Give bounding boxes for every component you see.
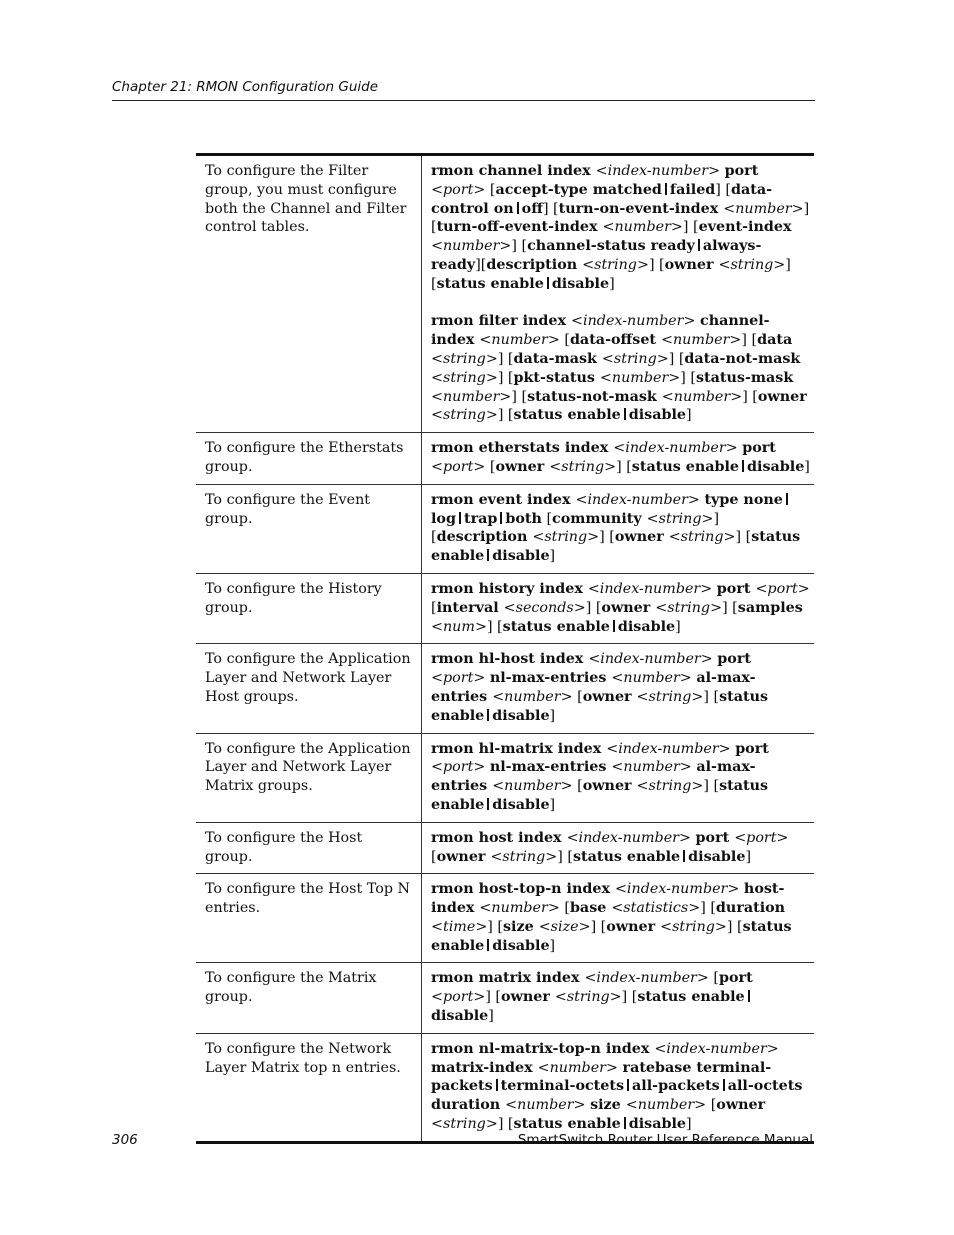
pipe-separator (683, 850, 685, 862)
syntax-text: ] [ (590, 918, 607, 935)
syntax-text: ] (549, 707, 556, 724)
pipe-separator (517, 202, 519, 214)
keyword: nl-max-entries (489, 670, 612, 687)
syntax-text: ] (549, 796, 556, 813)
keyword: status enable (436, 275, 544, 292)
syntax-text: [ (485, 181, 496, 198)
keyword: description (486, 256, 583, 273)
keyword: terminal-octets (500, 1078, 625, 1095)
keyword: al-max-entries (431, 670, 756, 705)
task-description: To configure the Application Layer and Network Layer Matrix groups. (196, 733, 422, 822)
syntax-text: [ (572, 778, 583, 795)
manual-title: SmartSwitch Router User Reference Manual (517, 1132, 813, 1148)
page-number: 306 (112, 1132, 138, 1148)
parameter: <port> (431, 458, 486, 475)
syntax-text: ] [ (431, 510, 720, 546)
syntax-text: ] [ (485, 989, 502, 1006)
keyword: both (505, 510, 542, 527)
parameter: <string> (431, 369, 498, 386)
table-row (196, 874, 814, 963)
keyword: trap (463, 510, 498, 527)
keyword: status enable (502, 618, 610, 635)
parameter: <seconds> (503, 599, 586, 616)
table-row (196, 433, 814, 485)
syntax-text: ] [ (703, 778, 720, 795)
syntax-text: ] [ (741, 332, 758, 349)
syntax-text: ] (549, 548, 556, 565)
task-description: To configure the Host group. (196, 822, 422, 874)
syntax-text: ] (488, 1008, 494, 1025)
table-row (196, 573, 814, 643)
keyword: disable (431, 1008, 489, 1025)
syntax-text: [ (431, 599, 437, 616)
keyword: rmon host-top-n index (431, 881, 615, 898)
keyword: rmon matrix index (431, 970, 585, 987)
command-syntax (422, 822, 815, 874)
keyword: port (719, 970, 753, 987)
syntax-text: ] [ (742, 388, 758, 405)
parameter: <index-number> (575, 491, 700, 508)
keyword: failed (669, 181, 716, 198)
pipe-separator (627, 1079, 629, 1091)
keyword: status enable (513, 407, 621, 424)
pipe-separator (723, 1079, 725, 1091)
task-description: To configure the Host Top N entries. (196, 874, 422, 963)
keyword: rmon history index (431, 580, 588, 597)
syntax-text: ] [ (497, 1116, 514, 1133)
keyword: status-mask (696, 369, 794, 386)
pipe-separator (500, 512, 502, 524)
command-syntax (422, 644, 815, 733)
parameter: <port> (431, 989, 486, 1006)
pipe-separator (624, 1117, 626, 1129)
pipe-separator (547, 277, 549, 289)
keyword: matrix-index (431, 1059, 538, 1076)
parameter: <index-number> (654, 1040, 779, 1057)
parameter: <string> (636, 778, 704, 795)
syntax-text: ] [ (511, 238, 528, 255)
parameter: <port> (734, 829, 789, 846)
keyword: base (569, 900, 612, 917)
syntax-text: ] [ (497, 350, 514, 367)
parameter: <string> (532, 529, 600, 546)
syntax-text: ] [ (700, 900, 716, 917)
table-row (196, 963, 814, 1033)
keyword: port (716, 580, 756, 597)
syntax-text: ] [ (431, 256, 791, 292)
task-description: To configure the Network Layer Matrix top n entries. (196, 1033, 422, 1142)
keyword: disable (747, 458, 805, 475)
parameter: <number> (431, 388, 512, 405)
pipe-separator (742, 460, 744, 472)
keyword: owner (501, 989, 555, 1006)
keyword: rmon channel index (431, 163, 596, 179)
pipe-separator (613, 620, 615, 632)
pipe-separator (487, 939, 489, 951)
syntax-text: ] [ (585, 599, 602, 616)
parameter: <number> (661, 332, 742, 349)
parameter: <number> (611, 670, 692, 687)
parameter: <string> (601, 350, 669, 367)
syntax-text: [ (541, 510, 553, 527)
syntax-text: ] [ (726, 918, 743, 935)
parameter: <number> (602, 219, 683, 236)
keyword: owner (582, 778, 637, 795)
syntax-text: [ (708, 970, 719, 987)
keyword: event-index (698, 219, 792, 236)
parameter: <num> (431, 618, 487, 635)
keyword: data (757, 332, 793, 349)
command-syntax (422, 484, 815, 573)
keyword: ratebase terminal-packets (431, 1059, 772, 1095)
keyword: disable (628, 1116, 687, 1133)
command-paragraph (431, 312, 810, 425)
syntax-text: ] (609, 275, 615, 292)
parameter: <number> (661, 388, 743, 405)
parameter: <string> (549, 458, 617, 475)
keyword: size (590, 1097, 626, 1114)
table-row (196, 733, 814, 822)
syntax-text: ] [ (621, 989, 638, 1006)
keyword: accept-type matched (495, 181, 662, 198)
command-paragraph (431, 162, 810, 294)
syntax-text: ] [ (542, 200, 559, 217)
keyword: rmon hl-matrix index (431, 740, 607, 757)
keyword: rmon etherstats index (431, 440, 614, 457)
keyword: size (503, 918, 539, 935)
keyword: disable (628, 407, 687, 424)
keyword: turn-off-event-index (436, 219, 603, 236)
command-paragraph (431, 439, 810, 477)
parameter: <string> (660, 918, 727, 935)
parameter: <size> (538, 918, 591, 935)
command-paragraph (431, 880, 810, 955)
pipe-separator (487, 549, 489, 561)
header-rule (112, 100, 815, 101)
syntax-text: ] (804, 458, 810, 475)
parameter: <index-number> (606, 740, 731, 757)
table-row (196, 822, 814, 874)
keyword: rmon event index (431, 491, 576, 508)
keyword: data-not-mask (684, 350, 801, 367)
parameter: <string> (668, 529, 736, 546)
keyword: owner (582, 688, 637, 705)
parameter: <number> (625, 1097, 707, 1114)
keyword: status enable (637, 989, 745, 1006)
parameter: <string> (431, 350, 498, 367)
syntax-text: ] [ (557, 848, 573, 865)
pipe-separator (698, 239, 700, 251)
keyword: al-max-entries (431, 759, 756, 795)
keyword: status enable (513, 1116, 621, 1133)
parameter: <index-number> (584, 970, 709, 987)
keyword: owner (606, 918, 661, 935)
syntax-text: ] [ (682, 219, 699, 236)
syntax-text: [ (559, 900, 570, 917)
syntax-text: [ (485, 458, 496, 475)
keyword: channel-status ready (527, 238, 695, 255)
keyword: status enable (431, 778, 769, 813)
keyword: log (431, 510, 456, 527)
parameter: <number> (479, 332, 560, 349)
keyword: owner (436, 848, 491, 865)
parameter: <index-number> (613, 440, 738, 457)
syntax-text: ] [ (722, 599, 738, 616)
command-paragraph (431, 1040, 810, 1134)
syntax-text: ] [ (680, 369, 696, 386)
task-description: To configure the Matrix group. (196, 963, 422, 1033)
syntax-text: ] [ (735, 529, 752, 546)
table-row (196, 155, 814, 433)
keyword: rmon hl-host index (431, 651, 589, 668)
command-paragraph (431, 491, 810, 566)
keyword: description (436, 529, 533, 546)
parameter: <number> (599, 369, 681, 386)
pipe-separator (665, 183, 667, 195)
parameter: <number> (723, 200, 804, 217)
keyword: off (521, 200, 543, 217)
keyword: disable (617, 618, 676, 635)
keyword: duration (715, 900, 786, 917)
pipe-separator (487, 798, 489, 810)
table-row (196, 1033, 814, 1142)
keyword: data-offset (569, 332, 661, 349)
keyword: port (695, 829, 735, 846)
keyword: owner (757, 388, 807, 405)
command-paragraph (431, 580, 810, 636)
parameter: <port> (431, 181, 486, 198)
table-row (196, 484, 814, 573)
keyword: status enable (431, 688, 769, 724)
keyword: rmon nl-matrix-top-n index (431, 1040, 655, 1057)
command-paragraph (431, 829, 810, 867)
keyword: owner (495, 458, 550, 475)
task-description: To configure the Application Layer and Network Layer Host groups. (196, 644, 422, 733)
syntax-text: ] [ (487, 918, 503, 935)
keyword: status enable (431, 529, 801, 565)
keyword: owner (716, 1097, 766, 1114)
keyword: data-mask (513, 350, 602, 367)
syntax-text: ] (686, 1116, 692, 1133)
syntax-text: ][ (475, 256, 487, 273)
parameter: <number> (479, 900, 560, 917)
command-paragraph (431, 740, 810, 815)
parameter: <time> (431, 918, 488, 935)
keyword: port (742, 440, 776, 457)
keyword: turn-on-event-index (558, 200, 724, 217)
keyword: status enable (431, 918, 792, 954)
keyword: status-not-mask (527, 388, 662, 405)
keyword: disable (492, 937, 550, 954)
keyword: owner (601, 599, 656, 616)
task-description: To configure the Etherstats group. (196, 433, 422, 485)
keyword: disable (492, 796, 550, 813)
command-paragraph (431, 969, 810, 1025)
pipe-separator (459, 512, 461, 524)
parameter: <string> (554, 989, 622, 1006)
parameter: <string> (718, 256, 786, 273)
parameter: <string> (655, 599, 723, 616)
command-syntax (422, 963, 815, 1033)
keyword: host-index (431, 881, 785, 917)
parameter: <index-number> (595, 163, 721, 179)
keyword: data-control on (431, 181, 773, 217)
parameter: <number> (431, 238, 512, 255)
parameter: <index-number> (571, 313, 696, 330)
parameter: <number> (537, 1059, 618, 1076)
pipe-separator (496, 1079, 498, 1091)
keyword: disable (688, 848, 746, 865)
keyword: type none (704, 491, 783, 508)
pipe-separator (624, 408, 626, 420)
task-description: To configure the Filter group, you must configure both the Channel and Filter control tables. (196, 155, 422, 433)
parameter: <string> (431, 1116, 498, 1133)
syntax-text: ] [ (431, 200, 810, 236)
syntax-text: ] (675, 618, 681, 635)
keyword: port (717, 651, 751, 668)
keyword: samples (737, 599, 803, 616)
task-description: To configure the Event group. (196, 484, 422, 573)
parameter: <string> (582, 256, 649, 273)
keyword: owner (614, 529, 669, 546)
keyword: pkt-status (513, 369, 600, 386)
keyword: disable (551, 275, 610, 292)
syntax-text: [ (572, 688, 583, 705)
rmon-command-table (196, 153, 814, 1144)
command-syntax (422, 1033, 815, 1142)
parameter: <port> (431, 670, 486, 687)
syntax-text: [ (706, 1097, 717, 1114)
command-syntax (422, 433, 815, 485)
syntax-text: ] [ (497, 369, 514, 386)
keyword: all-packets (632, 1078, 720, 1095)
keyword: all-octets duration (431, 1078, 803, 1114)
syntax-text: ] [ (703, 688, 720, 705)
syntax-text: ] [ (599, 529, 615, 546)
parameter: <string> (636, 688, 704, 705)
table-row (196, 644, 814, 733)
keyword: port (735, 740, 769, 757)
command-syntax (422, 733, 815, 822)
parameter: <statistics> (611, 900, 701, 917)
keyword: channel-index (431, 313, 770, 349)
parameter: <index-number> (587, 580, 713, 597)
syntax-text: ] [ (486, 618, 503, 635)
keyword: status enable (572, 848, 681, 865)
keyword: rmon host index (431, 829, 567, 846)
syntax-text: ] [ (668, 350, 685, 367)
task-description: To configure the History group. (196, 573, 422, 643)
syntax-text: ] [ (715, 181, 731, 198)
command-syntax (422, 155, 815, 433)
command-syntax (422, 874, 815, 963)
parameter: <port> (431, 759, 486, 776)
parameter: <number> (492, 688, 573, 705)
syntax-text: ] (549, 937, 556, 954)
table-body (196, 155, 814, 1143)
keyword: always-ready (431, 238, 762, 273)
parameter: <index-number> (588, 651, 713, 668)
parameter: <port> (755, 580, 810, 597)
command-paragraph (431, 650, 810, 725)
parameter: <number> (611, 759, 692, 776)
parameter: <string> (490, 848, 558, 865)
running-header: Chapter 21: RMON Configuration Guide (112, 79, 379, 95)
keyword: interval (436, 599, 504, 616)
syntax-text: ] [ (497, 407, 514, 424)
command-syntax (422, 573, 815, 643)
parameter: <number> (492, 778, 573, 795)
pipe-separator (786, 493, 788, 505)
syntax-text: ] [ (616, 458, 632, 475)
syntax-text: ] (745, 848, 752, 865)
syntax-text: [ (559, 332, 570, 349)
parameter: <string> (646, 510, 714, 527)
keyword: nl-max-entries (489, 759, 612, 776)
syntax-text: [ (431, 848, 437, 865)
parameter: <number> (505, 1097, 586, 1114)
keyword: status enable (631, 458, 740, 475)
pipe-separator (748, 990, 750, 1002)
parameter: <index-number> (614, 881, 740, 898)
pipe-separator (487, 709, 489, 721)
keyword: port (724, 163, 759, 179)
syntax-text: ] [ (511, 388, 528, 405)
keyword: disable (492, 548, 550, 565)
parameter: <string> (431, 407, 498, 424)
keyword: community (552, 510, 647, 527)
parameter: <index-number> (566, 829, 691, 846)
keyword: rmon filter index (431, 313, 572, 330)
syntax-text: ] [ (648, 256, 665, 273)
keyword: disable (492, 707, 550, 724)
keyword: owner (664, 256, 719, 273)
syntax-text: ] (686, 407, 692, 424)
